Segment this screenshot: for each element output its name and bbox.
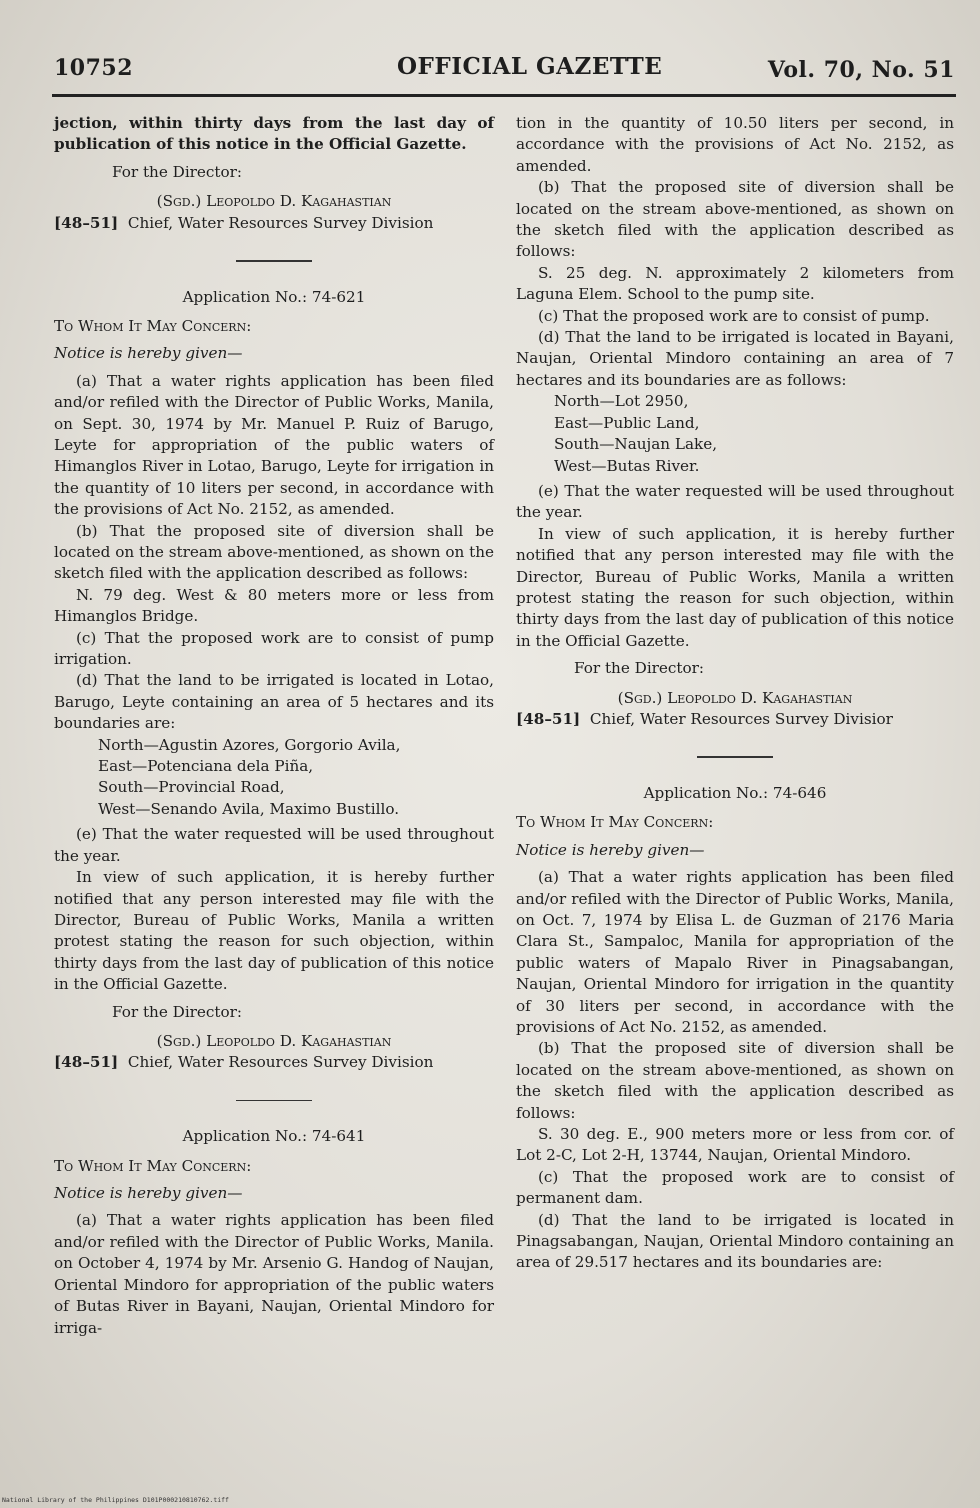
issue-ref: [48–51]: [54, 1053, 119, 1072]
protest-paragraph: In view of such application, it is hereby further notified that any person interested may file with the Director, Bureau of Public Works, Manila a written protest stating the reason for such objection, within thirty days from the last day of publication of this notice in the Official Gazette.: [516, 524, 954, 650]
header-rule: [52, 94, 956, 97]
issue-ref: [48–51]: [516, 709, 581, 728]
salutation: To Whom It May Concern:: [54, 1156, 252, 1175]
salutation: To Whom It May Concern:: [516, 813, 714, 832]
right-column: [516, 113, 954, 1274]
clause-d: (d) That the land to be irrigated is located in Lotao, Barugo, Leyte containing an area of 5 hectares and its boundaries are:: [54, 671, 494, 733]
signatory-line: [54, 1052, 494, 1073]
signatory-title: Chief, Water Resources Survey Division: [127, 1053, 434, 1072]
clause-a: (a) That a water rights application has been filed and/or refiled with the Director of Public Works, Manila. on October 4, 1974 by Mr. Arsenio G. Handog of Naujan, Oriental Mindoro for appropriation of the public waters of Butas River in Bayani, Naujan, Oriental Mindoro for irriga-: [54, 1211, 494, 1337]
notice-heading: Notice is hereby given—: [54, 344, 243, 363]
signatory-name: (Sgd.) Leopoldo D. Kagahastian: [156, 192, 392, 211]
clause-b-location: S. 30 deg. E., 900 meters more or less from cor. of Lot 2-C, Lot 2-H, 13744, Naujan, Oriental Mindoro.: [516, 1124, 954, 1165]
continued-paragraph: jection, within thirty days from the last day of publication of this notice in the Official Gazette.: [54, 114, 494, 154]
application-number: Application No.: 74-646: [643, 783, 827, 802]
clause-b-location: S. 25 deg. N. approximately 2 kilometers from Laguna Elem. School to the pump site.: [516, 263, 954, 304]
clause-c: (c) That the proposed work are to consist of permanent dam.: [516, 1167, 954, 1208]
clause-e: (e) That the water requested will be used throughout the year.: [516, 481, 954, 522]
signatory-line: [54, 213, 494, 234]
clause-b-location: N. 79 deg. West & 80 meters more or less from Himanglos Bridge.: [54, 585, 494, 626]
page-number: 10752: [54, 55, 134, 81]
for-director: For the Director:: [112, 162, 243, 181]
clause-b: (b) That the proposed site of diversion shall be located on the stream above-mentioned, as shown on the sketch filed with the application described as follows:: [516, 178, 954, 261]
signatory-title: Chief, Water Resources Survey Divisior: [589, 709, 893, 728]
section-divider: [697, 756, 773, 758]
clause-c: (c) That the proposed work are to consist of pump.: [538, 306, 930, 325]
volume-number: Vol. 70, No. 51: [767, 57, 955, 83]
application-number: Application No.: 74-621: [182, 287, 366, 306]
issue-ref: [48–51]: [54, 213, 119, 232]
signatory-name: (Sgd.) Leopoldo D. Kagahastian: [617, 688, 853, 707]
clause-b: (b) That the proposed site of diversion shall be located on the stream above-mentioned, as shown on the sketch filed with the application described as follows:: [516, 1039, 954, 1122]
for-director: For the Director:: [112, 1002, 243, 1021]
signatory-name: (Sgd.) Leopoldo D. Kagahastian: [156, 1031, 392, 1050]
section-divider: [236, 1100, 312, 1102]
clause-e: (e) That the water requested will be used throughout the year.: [54, 825, 494, 865]
application-number: Application No.: 74-641: [182, 1127, 366, 1146]
clause-c: (c) That the proposed work are to consist of pump irrigation.: [54, 628, 494, 669]
boundary-south: South—Provincial Road,: [98, 778, 285, 797]
boundary-east: East—Public Land,: [554, 413, 700, 432]
signatory-title: Chief, Water Resources Survey Division: [127, 213, 434, 232]
notice-heading: Notice is hereby given—: [54, 1184, 243, 1203]
for-director: For the Director:: [574, 659, 705, 678]
continued-paragraph: tion in the quantity of 10.50 liters per second, in accordance with the provisions of Act No. 2152, as amended.: [516, 114, 954, 175]
clause-d: (d) That the land to be irrigated is located in Pinagsabangan, Naujan, Oriental Mindoro containing an area of 29.517 hectares and its boundaries are:: [516, 1210, 954, 1272]
boundary-south: South—Naujan Lake,: [554, 435, 718, 454]
scan-footer: National Library of the Philippines D101P000210810762.tiff: [2, 1496, 229, 1504]
boundary-north: North—Lot 2950,: [554, 392, 689, 411]
publication-title: OFFICIAL GAZETTE: [397, 53, 663, 80]
salutation: To Whom It May Concern:: [54, 316, 252, 335]
boundary-west: West—Senando Avila, Maximo Bustillo.: [98, 799, 400, 818]
boundary-east: East—Potenciana dela Piña,: [98, 757, 314, 776]
notice-heading: Notice is hereby given—: [516, 840, 705, 859]
clause-b: (b) That the proposed site of diversion shall be located on the stream above-mentioned, as shown on the sketch filed with the application described as follows:: [54, 521, 494, 583]
protest-paragraph: In view of such application, it is hereby further notified that any person interested may file with the Director, Bureau of Public Works, Manila a written protest stating the reason for such objection, within thirty days from the last day of publication of this notice in the Official Gazette.: [54, 868, 494, 994]
clause-d: (d) That the land to be irrigated is located in Bayani, Naujan, Oriental Mindoro containing an area of 7 hectares and its boundaries are as follows:: [516, 328, 954, 389]
section-divider: [236, 260, 312, 262]
signatory-line: [516, 709, 954, 730]
left-column: [54, 113, 494, 1339]
clause-a: (a) That a water rights application has been filed and/or refiled with the Director of Public Works, Manila, on Sept. 30, 1974 by Mr. Manuel P. Ruiz of Barugo, Leyte for appropriation of the public waters of Himanglos River in Lotao, Barugo, Leyte for irrigation in the quantity of 10 liters per second, in accordance with the provisions of Act No. 2152, as amended.: [54, 371, 494, 519]
clause-a: (a) That a water rights application has been filed and/or refiled with the Director of Public Works, Manila, on Oct. 7, 1974 by Elisa L. de Guzman of 2176 Maria Clara St., Sampaloc, Manila for appropriation of the public waters of Mapalo River in Pinagsabangan, Naujan, Oriental Mindoro for irrigation in the quantity of 30 liters per second, in accordance with the provisions of Act No. 2152, as amended.: [516, 868, 954, 1036]
boundary-north: North—Agustin Azores, Gorgorio Avila,: [98, 735, 401, 754]
boundary-west: West—Butas River.: [554, 456, 700, 475]
